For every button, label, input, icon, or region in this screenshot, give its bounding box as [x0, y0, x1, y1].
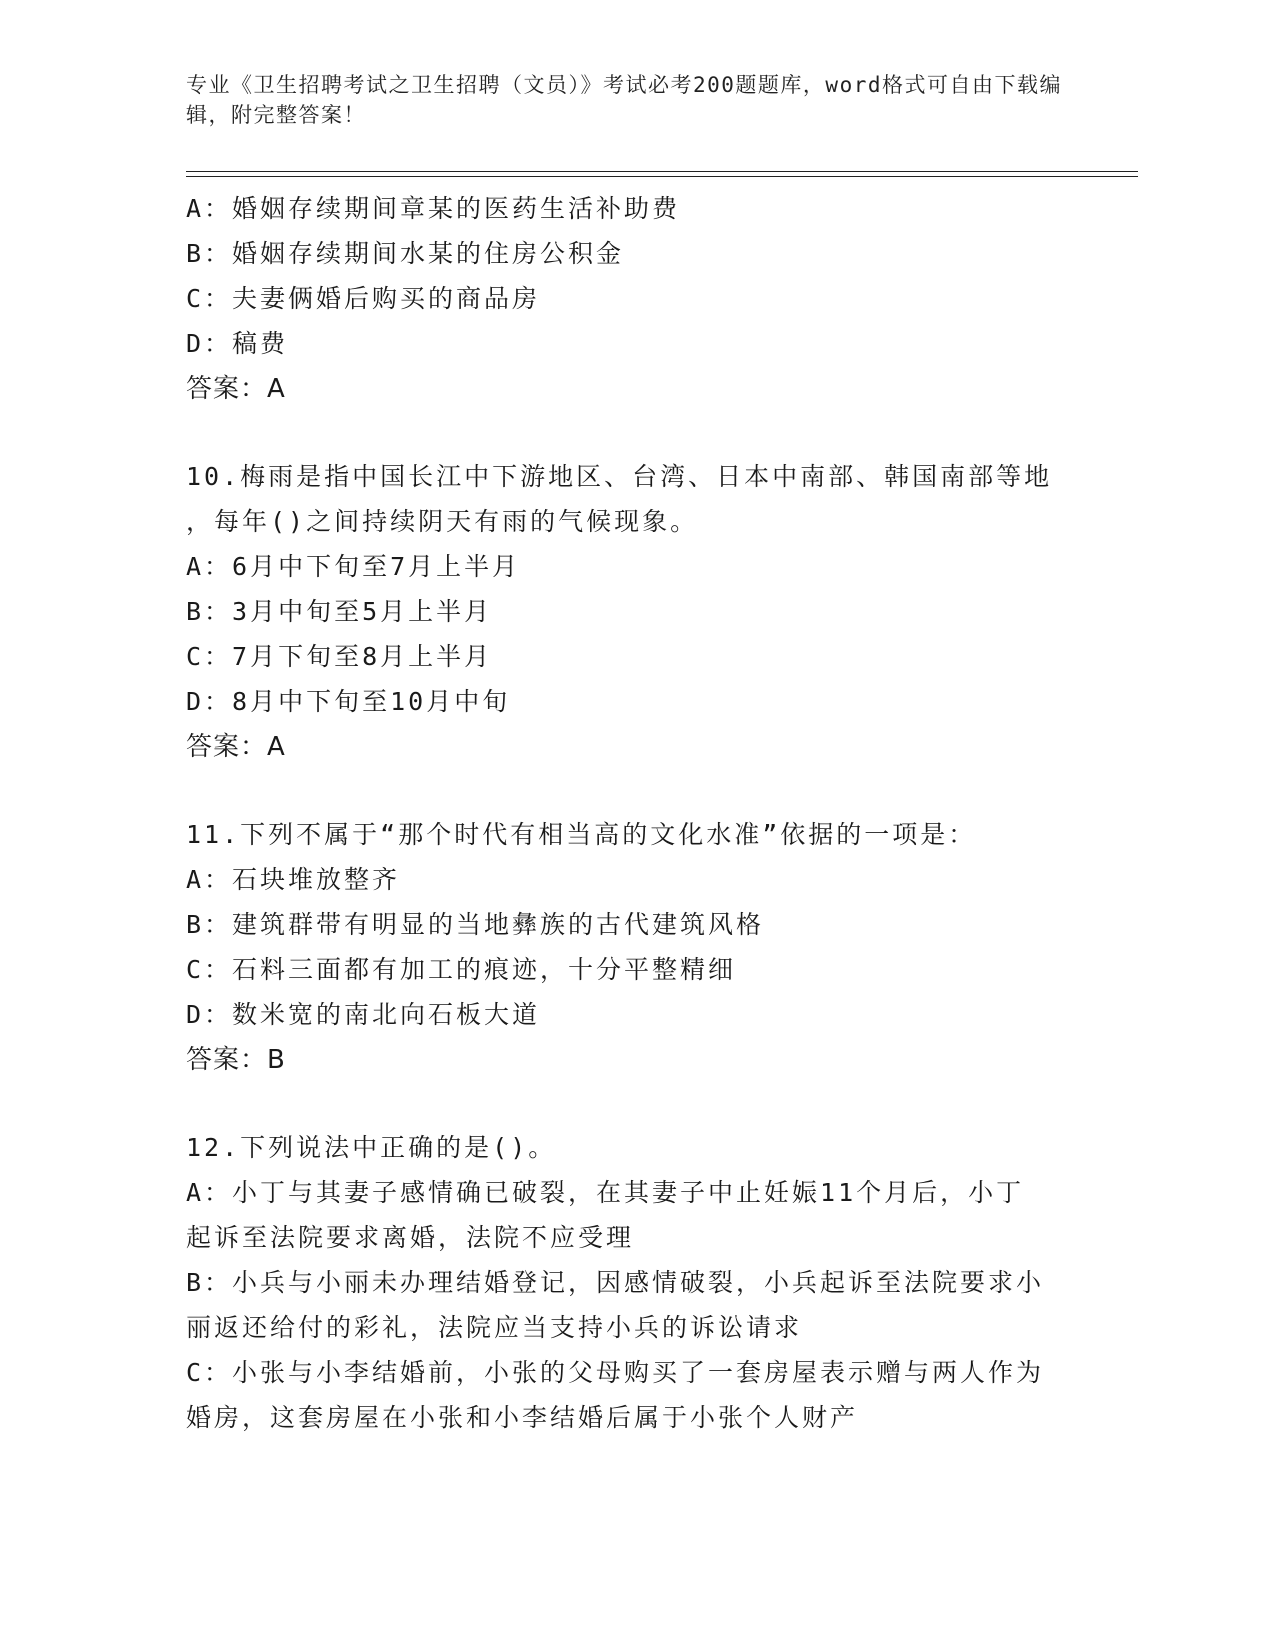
- option-b: B：婚姻存续期间水某的住房公积金: [186, 239, 625, 268]
- option-d: D：稿费: [186, 329, 289, 358]
- question-9-block: [186, 186, 1066, 412]
- option-c: C：夫妻俩婚后购买的商品房: [186, 284, 541, 313]
- question-stem: 11.下列不属于“那个时代有相当高的文化水准”依据的一项是：: [186, 820, 977, 849]
- document-header: 专业《卫生招聘考试之卫生招聘（文员）》考试必考200题题库，word格式可自由下载编辑，附完整答案！: [186, 73, 1062, 127]
- question-11-block: [186, 812, 1066, 1083]
- answer-line: 答案：A: [186, 732, 286, 762]
- question-12-block: [186, 1125, 1066, 1440]
- option-a-line: 起诉至法院要求离婚，法院不应受理: [186, 1223, 635, 1252]
- question-list: [186, 186, 1066, 1440]
- option-c: C：7月下旬至8月上半月: [186, 642, 493, 671]
- option-d: D：8月中下旬至10月中旬: [186, 687, 511, 716]
- question-stem-line: 10.梅雨是指中国长江中下游地区、台湾、日本中南部、韩国南部等地: [186, 462, 1053, 491]
- option-c-line: C：小张与小李结婚前，小张的父母购买了一套房屋表示赠与两人作为: [186, 1358, 1045, 1387]
- answer-line: 答案：B: [186, 1045, 286, 1075]
- option-b: B：3月中旬至5月上半月: [186, 597, 493, 626]
- header-rule-top: [186, 171, 1138, 172]
- option-a: A：6月中下旬至7月上半月: [186, 552, 521, 581]
- option-b-line: B：小兵与小丽未办理结婚登记，因感情破裂，小兵起诉至法院要求小: [186, 1268, 1045, 1297]
- option-a-line: A：小丁与其妻子感情确已破裂，在其妻子中止妊娠11个月后，小丁: [186, 1178, 1025, 1207]
- option-c-line: 婚房，这套房屋在小张和小李结婚后属于小张个人财产: [186, 1403, 859, 1432]
- question-stem-line: ，每年()之间持续阴天有雨的气候现象。: [186, 507, 699, 536]
- option-c: C：石料三面都有加工的痕迹，十分平整精细: [186, 955, 737, 984]
- option-a: A：石块堆放整齐: [186, 865, 401, 894]
- question-stem: 12.下列说法中正确的是()。: [186, 1133, 557, 1162]
- header-rule-bottom: [186, 176, 1138, 177]
- option-a: A：婚姻存续期间章某的医药生活补助费: [186, 194, 681, 223]
- answer-line: 答案：A: [186, 374, 286, 404]
- option-b-line: 丽返还给付的彩礼，法院应当支持小兵的诉讼请求: [186, 1313, 803, 1342]
- option-d: D：数米宽的南北向石板大道: [186, 1000, 541, 1029]
- question-10-block: [186, 454, 1066, 770]
- option-b: B：建筑群带有明显的当地彝族的古代建筑风格: [186, 910, 765, 939]
